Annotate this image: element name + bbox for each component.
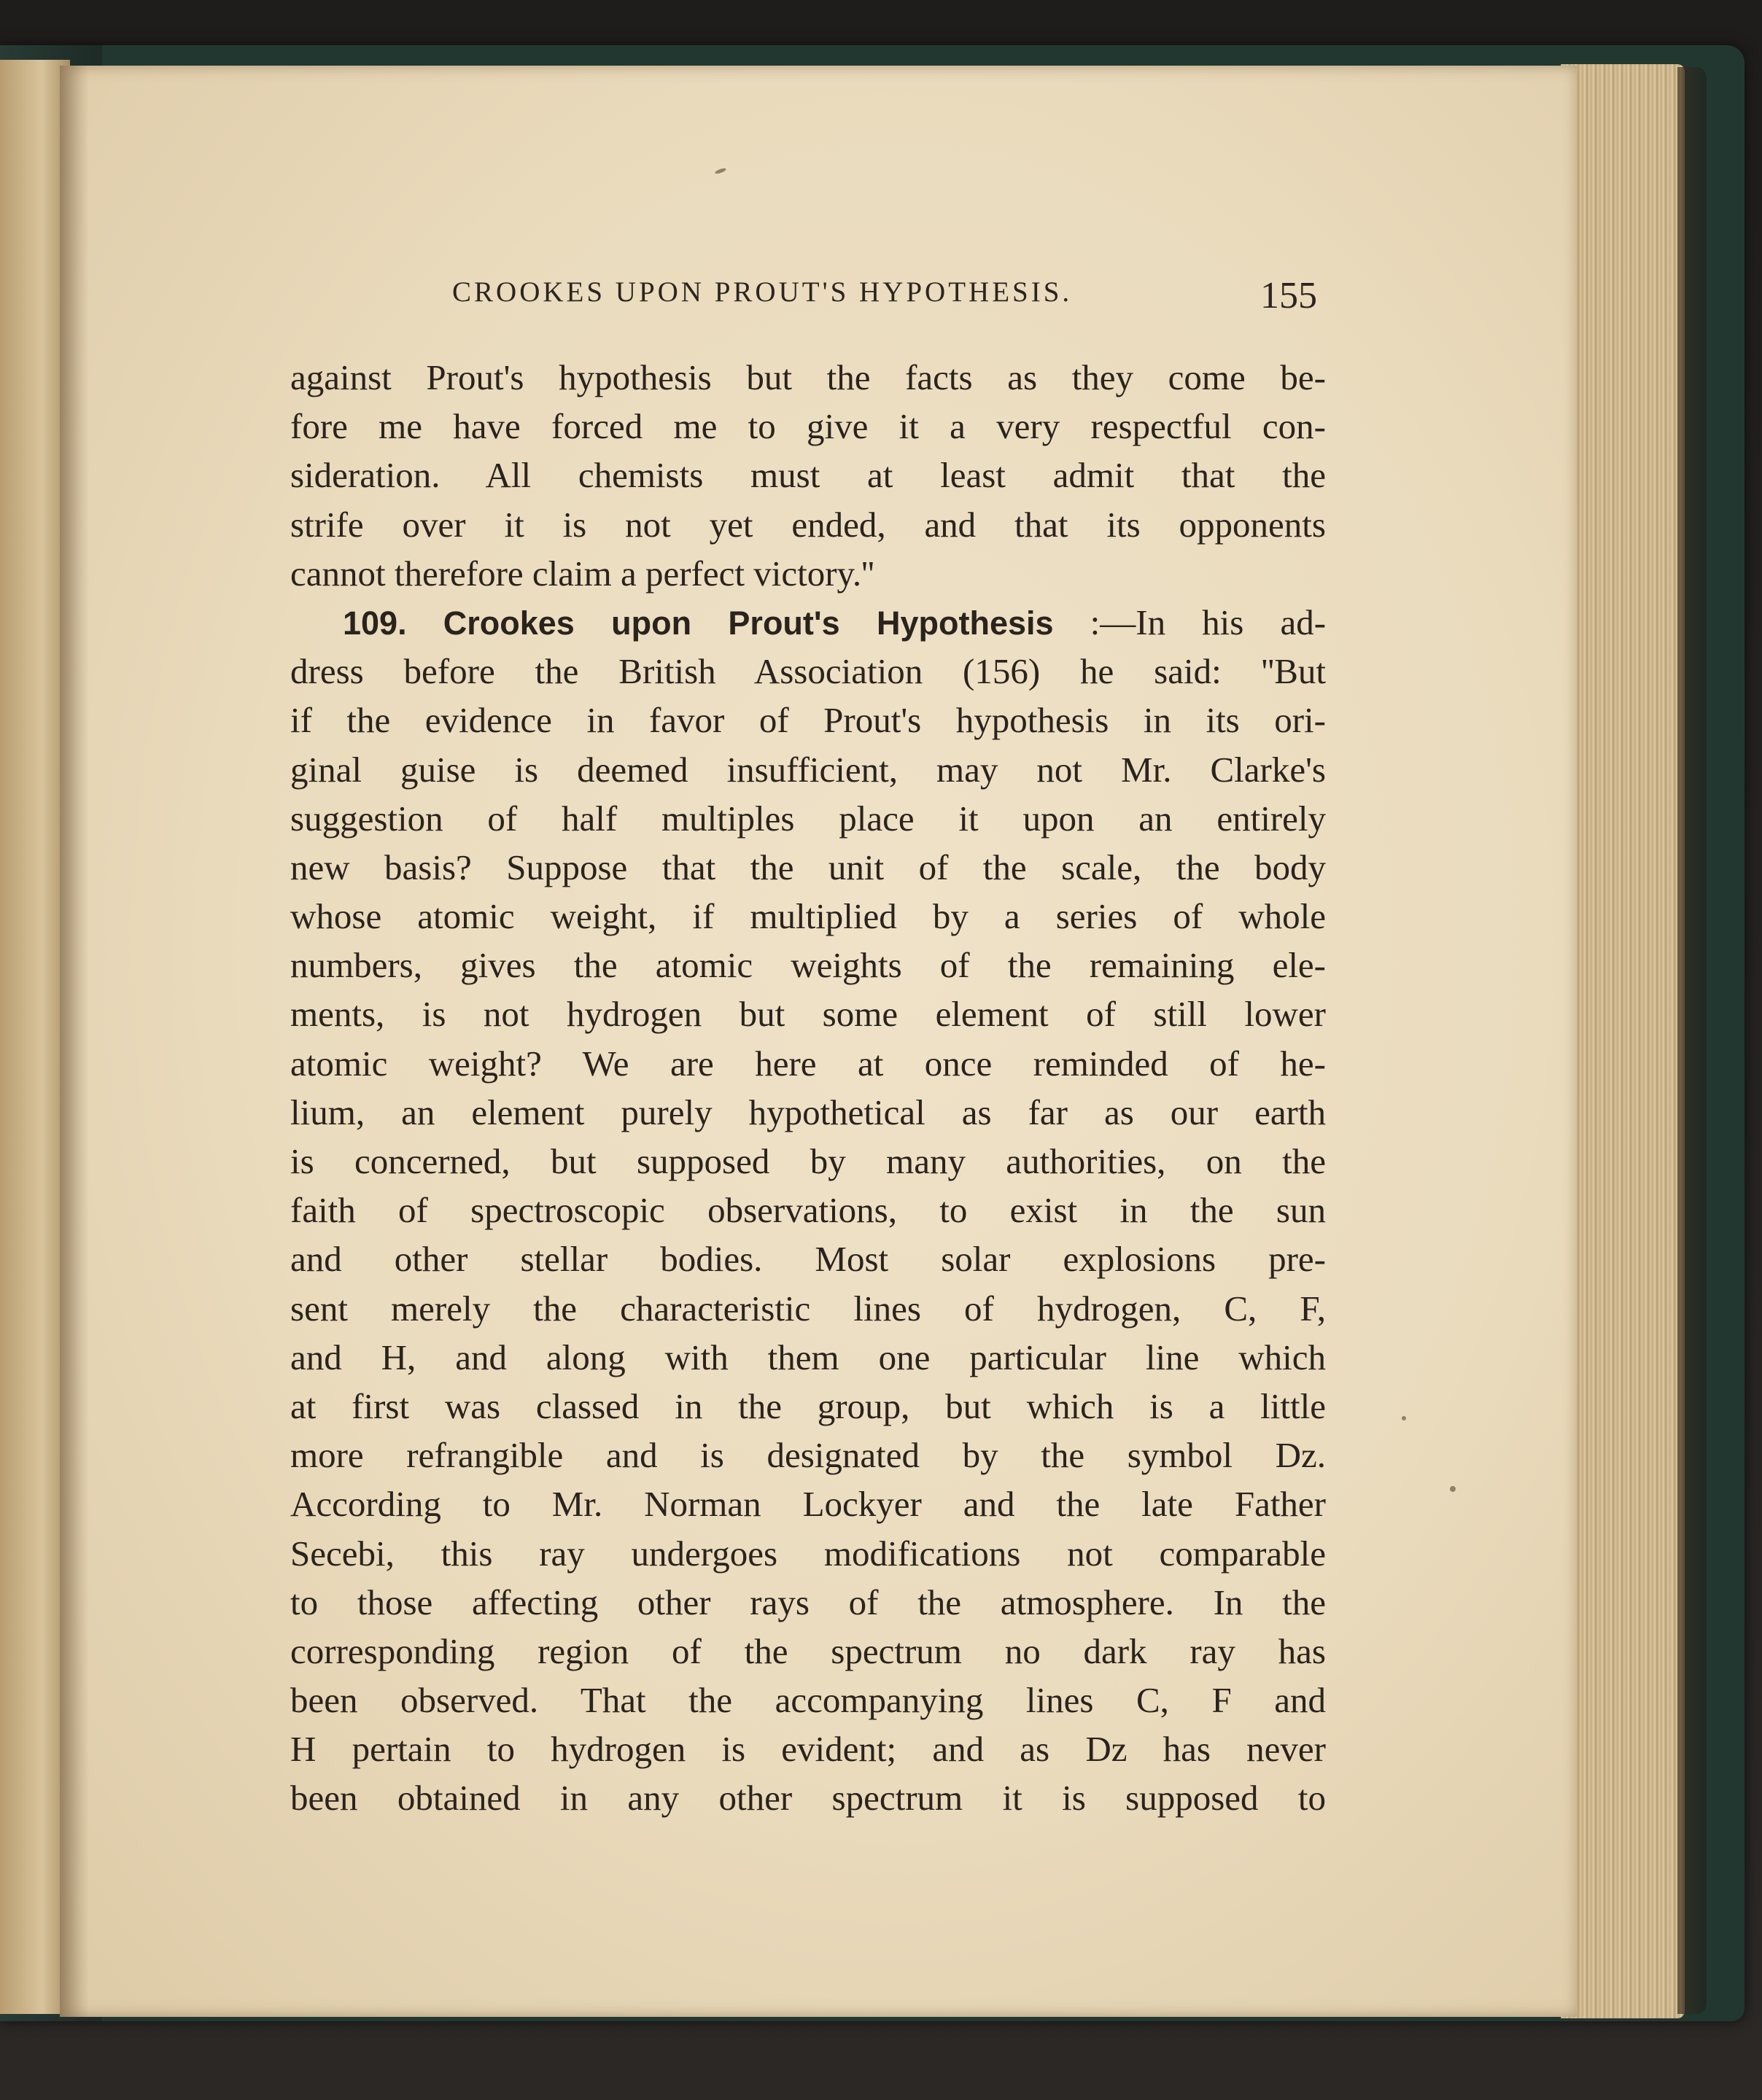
page-gutter	[60, 66, 89, 2017]
page-edges	[1561, 64, 1685, 2018]
page-speck	[1450, 1486, 1456, 1492]
page-edge-shadow	[1677, 67, 1707, 2014]
text-line: fore me have forced me to give it a very respectful con-	[290, 406, 1326, 447]
text-line: corresponding region of the spectrum no dark ray has	[290, 1630, 1326, 1671]
text-line: at first was classed in the group, but which is a little	[290, 1385, 1326, 1426]
text-line: and H, and along with them one particular line which	[290, 1337, 1326, 1377]
text-line: Secebi, this ray undergoes modifications not comparable	[290, 1533, 1326, 1574]
section-heading-line	[290, 598, 1326, 647]
text-line: ginal guise is deemed insufficient, may not Mr. Clarke's	[290, 749, 1326, 790]
text-line: sent merely the characteristic lines of hydrogen, C, F,	[290, 1288, 1326, 1329]
text-line: :—In his ad-	[1090, 602, 1327, 642]
text-line: atomic weight? We are here at once reminded of he-	[290, 1043, 1326, 1084]
text-line: new basis? Suppose that the unit of the scale, the body	[290, 847, 1326, 887]
text-line: dress before the British Association (156) he said: ''But	[290, 651, 1326, 692]
text-line: According to Mr. Norman Lockyer and the late Father	[290, 1484, 1326, 1525]
text-line: lium, an element purely hypothetical as far as our earth	[290, 1092, 1326, 1132]
text-line: been obtained in any other spectrum it is supposed to	[290, 1778, 1326, 1819]
page-speck	[1402, 1416, 1406, 1420]
text-line: against Prout's hypothesis but the facts as they come be-	[290, 357, 1326, 397]
text-line: to those affecting other rays of the atmosphere. In the	[290, 1582, 1326, 1622]
text-line: whose atomic weight, if multiplied by a series of whole	[290, 896, 1326, 937]
page-number: 155	[1260, 275, 1317, 316]
text-line: strife over it is not yet ended, and that its opponents	[290, 504, 1326, 545]
text-line: faith of spectroscopic observations, to exist in the sun	[290, 1190, 1326, 1231]
text-line: ments, is not hydrogen but some element of still lower	[290, 994, 1326, 1035]
text-line: more refrangible and is designated by the symbol Dz.	[290, 1435, 1326, 1476]
text-line: been observed. That the accompanying lines C, F and	[290, 1680, 1326, 1721]
section-number: 109.	[343, 604, 407, 642]
text-line: numbers, gives the atomic weights of the remaining ele-	[290, 945, 1326, 986]
text-line: suggestion of half multiples place it upon an entirely	[290, 798, 1326, 839]
text-line: if the evidence in favor of Prout's hypothesis in its ori-	[290, 700, 1326, 741]
text-line: sideration. All chemists must at least admit that the	[290, 455, 1326, 496]
text-line: cannot therefore claim a perfect victory.''	[290, 553, 874, 594]
running-head: CROOKES UPON PROUT'S HYPOTHESIS.	[452, 276, 1073, 308]
text-line: and other stellar bodies. Most solar explosions pre-	[290, 1239, 1326, 1280]
text-line: H pertain to hydrogen is evident; and as Dz has never	[290, 1729, 1326, 1770]
section-title: Crookes upon Prout's Hypothesis	[443, 604, 1054, 642]
body-text	[290, 353, 1326, 1823]
text-line: is concerned, but supposed by many authorities, on the	[290, 1141, 1326, 1181]
